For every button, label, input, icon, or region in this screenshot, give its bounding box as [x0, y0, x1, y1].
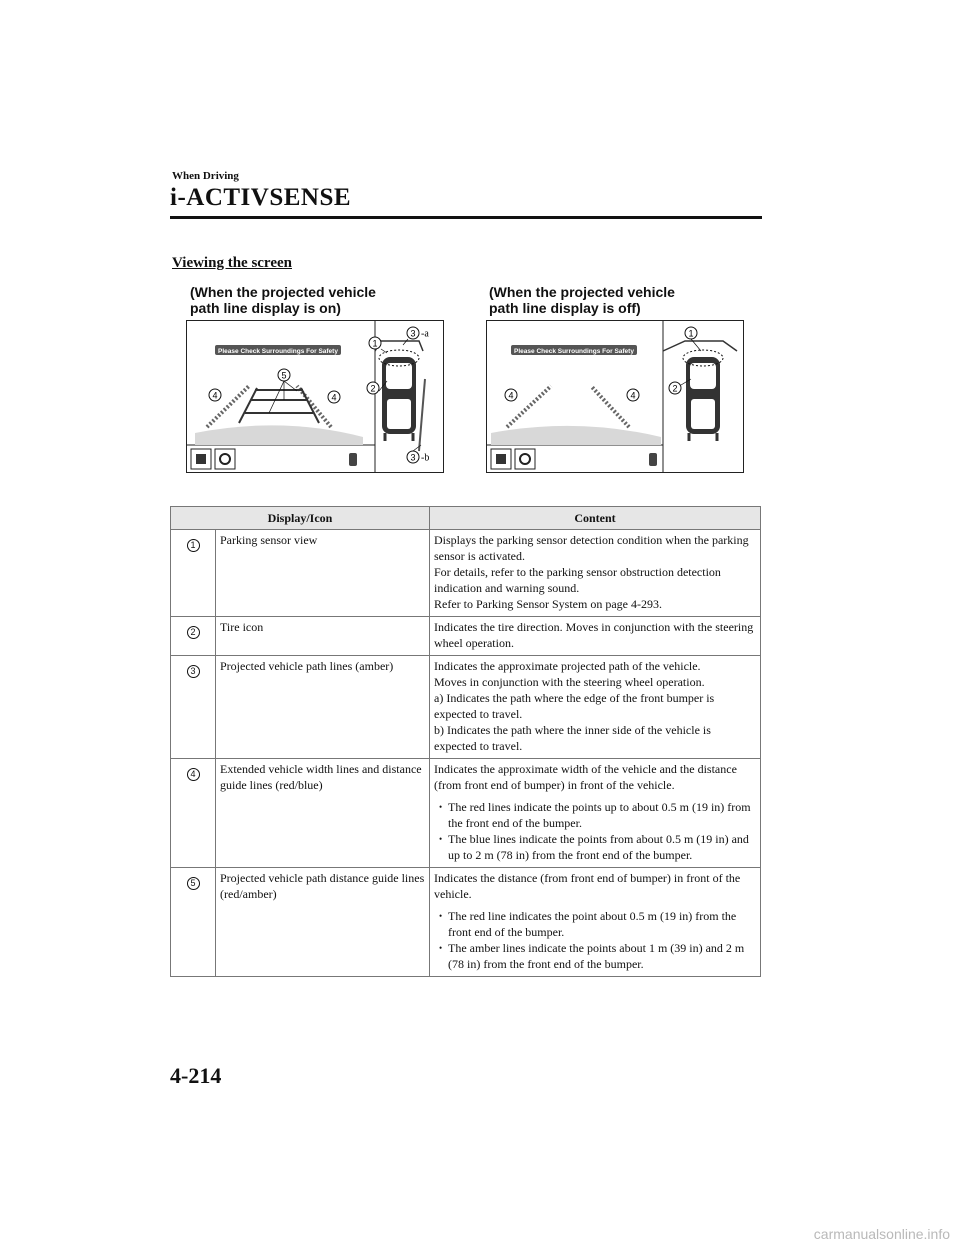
row-content: Displays the parking sensor detection condition when the parking sensor is activated. For details, refer to the parking sensor obstruction detection indication and warning sound. Refer to Parking Sensor System on page 4-293. — [430, 530, 761, 617]
svg-text:Please Check Surroundings For: Please Check Surroundings For Safety — [218, 348, 338, 355]
row-icon: Extended vehicle width lines and distance guide lines (red/blue) — [216, 759, 430, 868]
bullet-item: • The amber lines indicate the points about 1 m (39 in) and 2 m (78 in) from the front end of the bumper. — [434, 940, 756, 972]
section-label: When Driving — [172, 170, 239, 182]
footer-watermark[interactable]: carmanualsonline.info — [813, 1226, 950, 1242]
screen-path-on-illustration — [187, 321, 443, 472]
right-caption: (When the projected vehicle path line display is off) — [489, 284, 675, 316]
svg-text:-a: -a — [421, 328, 429, 340]
svg-text:1: 1 — [688, 328, 694, 339]
screen-path-off — [486, 320, 744, 473]
left-caption: (When the projected vehicle path line display is on) — [190, 284, 376, 316]
callout-3: 3 — [187, 665, 200, 678]
svg-text:4: 4 — [331, 392, 337, 403]
subheading: Viewing the screen — [172, 255, 292, 271]
row-content: Indicates the tire direction. Moves in conjunction with the steering wheel operation. — [430, 617, 761, 656]
svg-text:5: 5 — [281, 370, 287, 381]
table-row — [171, 530, 761, 617]
row-icon: Parking sensor view — [216, 530, 430, 617]
svg-text:Please Check Surroundings For: Please Check Surroundings For Safety — [514, 348, 634, 355]
svg-text:3: 3 — [410, 452, 416, 463]
svg-text:2: 2 — [672, 383, 678, 394]
svg-text:-b: -b — [421, 452, 430, 464]
svg-text:4: 4 — [630, 390, 636, 401]
bullet-item: • The blue lines indicate the points from about 0.5 m (19 in) and up to 2 m (78 in) from the front end of the bumper. — [434, 831, 756, 863]
table-header-row — [171, 507, 761, 530]
table-row — [171, 868, 761, 977]
callout-2: 2 — [187, 626, 200, 639]
header-display-icon: Display/Icon — [171, 507, 430, 530]
row-content: Indicates the distance (from front end of bumper) in front of the vehicle. • The red line indicates the point about 0.5 m (19 in) from the front end of the bumper. • The amber lines indicate the points about 1 m (39 in) and 2 m (78 in) from the front end of the bumper. — [430, 868, 761, 977]
svg-text:4: 4 — [508, 390, 514, 401]
page-number: 4-214 — [170, 1063, 222, 1088]
svg-text:4: 4 — [212, 390, 218, 401]
screen-path-off-illustration — [487, 321, 743, 472]
callout-4: 4 — [187, 768, 200, 781]
row-icon: Projected vehicle path lines (amber) — [216, 656, 430, 759]
svg-text:2: 2 — [370, 383, 376, 394]
svg-text:1: 1 — [372, 338, 378, 349]
header-content: Content — [430, 507, 761, 530]
page-title: i-ACTIVSENSE — [170, 184, 352, 211]
callout-1: 1 — [187, 539, 200, 552]
row-icon: Tire icon — [216, 617, 430, 656]
table-row — [171, 759, 761, 868]
table-row — [171, 656, 761, 759]
info-table — [170, 506, 761, 977]
row-content: Indicates the approximate width of the vehicle and the distance (from front end of bumper) in front of the vehicle. • The red lines indicate the points up to about 0.5 m (19 in) from the front end of the bumper. • The blue lines indicate the points from about 0.5 m (19 in) and up to 2 m (78 in) from the front end of the bumper. — [430, 759, 761, 868]
screen-path-on — [186, 320, 444, 473]
bullet-item: • The red lines indicate the points up to about 0.5 m (19 in) from the front end of the bumper. — [434, 799, 756, 831]
row-icon: Projected vehicle path distance guide lines (red/amber) — [216, 868, 430, 977]
row-content: Indicates the approximate projected path of the vehicle. Moves in conjunction with the steering wheel operation. a) Indicates the path where the edge of the front bumper is expected to travel. b) Indicates the path where the inner side of the vehicle is expected to travel. — [430, 656, 761, 759]
svg-text:3: 3 — [410, 328, 416, 339]
callout-5: 5 — [187, 877, 200, 890]
title-rule — [170, 216, 762, 219]
table-row — [171, 617, 761, 656]
bullet-item: • The red line indicates the point about 0.5 m (19 in) from the front end of the bumper. — [434, 908, 756, 940]
